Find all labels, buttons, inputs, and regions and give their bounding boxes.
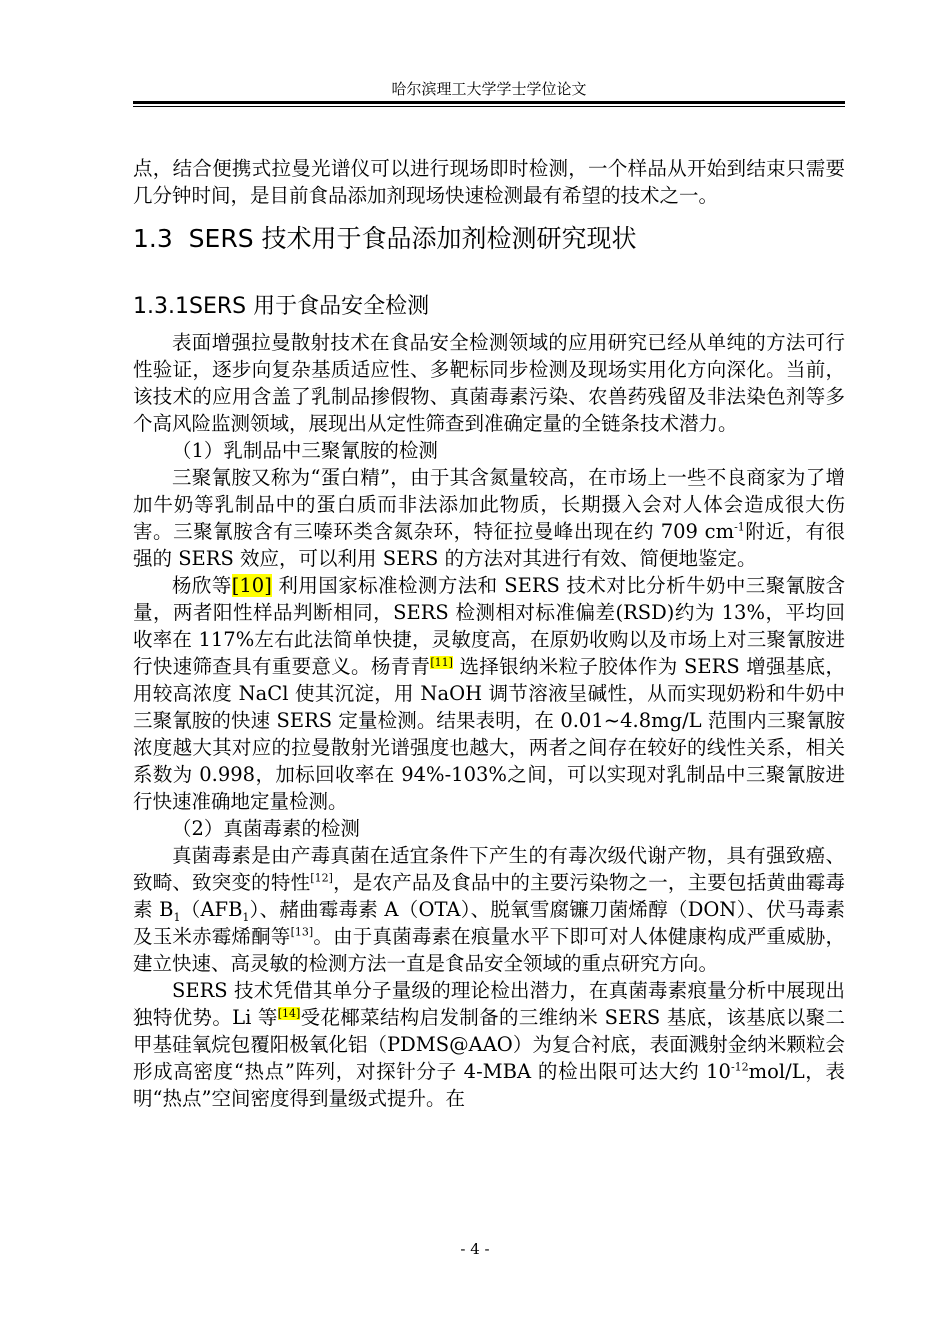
section-heading bbox=[133, 221, 845, 257]
superscript: -1 bbox=[734, 520, 745, 534]
text-run: ）、赭曲霉毒素 A（OTA）、脱氧雪腐镰刀菌烯醇（DON）、伏马毒素及玉米赤霉烯酮等 bbox=[133, 898, 845, 948]
header-rule-thin bbox=[133, 106, 845, 107]
text-run: 杨欣等 bbox=[172, 574, 232, 597]
citation-11: [11] bbox=[430, 655, 453, 669]
text-run: 选择银纳米粒子胶体作为 SERS 增强基底，用较高浓度 NaCl 使其沉淀，用 NaOH 调节溶液呈碱性，从而实现奶粉和牛奶中三聚氰胺的快速 SERS 定量检测。结果表明，在 0.01~4.8mg/L 范围内三聚氰胺浓度越大其对应的拉曼散射光谱强度也越大，两者之间存在较好的线性关系，相关系数为 0.998，加标回收率在 94%-103%之间，可以实现对乳制品中三聚氰胺进行快速准确地定量检测。 bbox=[133, 655, 845, 813]
subscript: 1 bbox=[173, 910, 181, 924]
text-run: 真菌毒素是由产毒真菌在适宜条件下产生的有毒次级代谢产物，具有强致癌、致畸、致突变的特性 bbox=[133, 844, 845, 894]
citation-14: [14] bbox=[277, 1006, 301, 1020]
citation-13: [13] bbox=[290, 925, 314, 939]
text-run: 受花椰菜结构启发制备的三维纳米 SERS 基底，该基底以聚二甲基硅氧烷包覆阳极氧化铝（PDMS@AAO）为复合衬底，表面溅射金纳米颗粒会形成高密度“热点”阵列，对探针分子 4-MBA 的检出限可达大约 10 bbox=[133, 1006, 845, 1083]
paragraph-sers-mycotoxin bbox=[133, 977, 845, 1112]
text-run: mol/L，表明“热点”空间密度得到量级式提升。在 bbox=[133, 1060, 845, 1110]
paragraph-mycotoxin bbox=[133, 842, 845, 977]
subscript: 1 bbox=[242, 910, 250, 924]
text-run: 利用国家标准检测方法和 SERS 技术对比分析牛奶中三聚氰胺含量，两者阳性样品判断相同，SERS 检测相对标准偏差(RSD)约为 13%，平均回收率在 117%左右此法简单快捷，灵敏度高，在原奶收购以及市场上对三聚氰胺进行快速筛查具有重要意义。杨青青 bbox=[133, 574, 845, 678]
paragraph-melamine-studies bbox=[133, 572, 845, 815]
citation-10: [10] bbox=[231, 574, 272, 597]
text-run: （AFB bbox=[180, 898, 243, 921]
section-number: 1.3 bbox=[133, 224, 173, 253]
text-run: 附近，有很强的 SERS 效应，可以利用 SERS 的方法对其进行有效、简便地鉴定。 bbox=[133, 520, 845, 570]
text-run: 。由于真菌毒素在痕量水平下即可对人体健康构成严重威胁，建立快速、高灵敏的检测方法一直是食品安全领域的重点研究方向。 bbox=[133, 925, 845, 975]
item-heading-mycotoxin: （2）真菌毒素的检测 bbox=[172, 817, 360, 840]
intro-paragraph: 点，结合便携式拉曼光谱仪可以进行现场即时检测，一个样品从开始到结束只需要几分钟时间，是目前食品添加剂现场快速检测最有希望的技术之一。 bbox=[133, 157, 845, 207]
header-rule-thick bbox=[133, 101, 845, 104]
superscript: -12 bbox=[730, 1060, 749, 1074]
text-run: 三聚氰胺又称为“蛋白精”，由于其含氮量较高，在市场上一些不良商家为了增加牛奶等乳制品中的蛋白质而非法添加此物质，长期摄入会对人体会造成很大伤害。三聚氰胺含有三嗪环类含氮杂环，特征拉曼峰出现在约 709 cm bbox=[133, 466, 845, 543]
section-title: SERS 技术用于食品添加剂检测研究现状 bbox=[188, 224, 637, 253]
paragraph-overview: 表面增强拉曼散射技术在食品安全检测领域的应用研究已经从单纯的方法可行性验证，逐步向复杂基质适应性、多靶标同步检测及现场实用化方向深化。当前，该技术的应用含盖了乳制品掺假物、真菌毒素污染、农兽药残留及非法染色剂等多个高风险监测领域，展现出从定性筛查到准确定量的全链条技术潜力。 bbox=[133, 331, 845, 435]
citation-12: [12] bbox=[310, 871, 333, 885]
page-number: - 4 - bbox=[460, 1240, 490, 1258]
text-run: ，是农产品及食品中的主要污染物之一，主要包括黄曲霉毒素 B bbox=[133, 871, 845, 921]
item-heading-melamine: （1）乳制品中三聚氰胺的检测 bbox=[172, 439, 438, 462]
body-text bbox=[133, 155, 845, 1112]
running-header: 哈尔滨理工大学学士学位论文 bbox=[391, 80, 587, 98]
paragraph-melamine bbox=[133, 464, 845, 572]
text-run: SERS 技术凭借其单分子量级的理论检出潜力，在真菌毒素痕量分析中展现出独特优势。Li 等 bbox=[133, 979, 845, 1029]
subsection-heading: 1.3.1SERS 用于食品安全检测 bbox=[133, 294, 430, 319]
